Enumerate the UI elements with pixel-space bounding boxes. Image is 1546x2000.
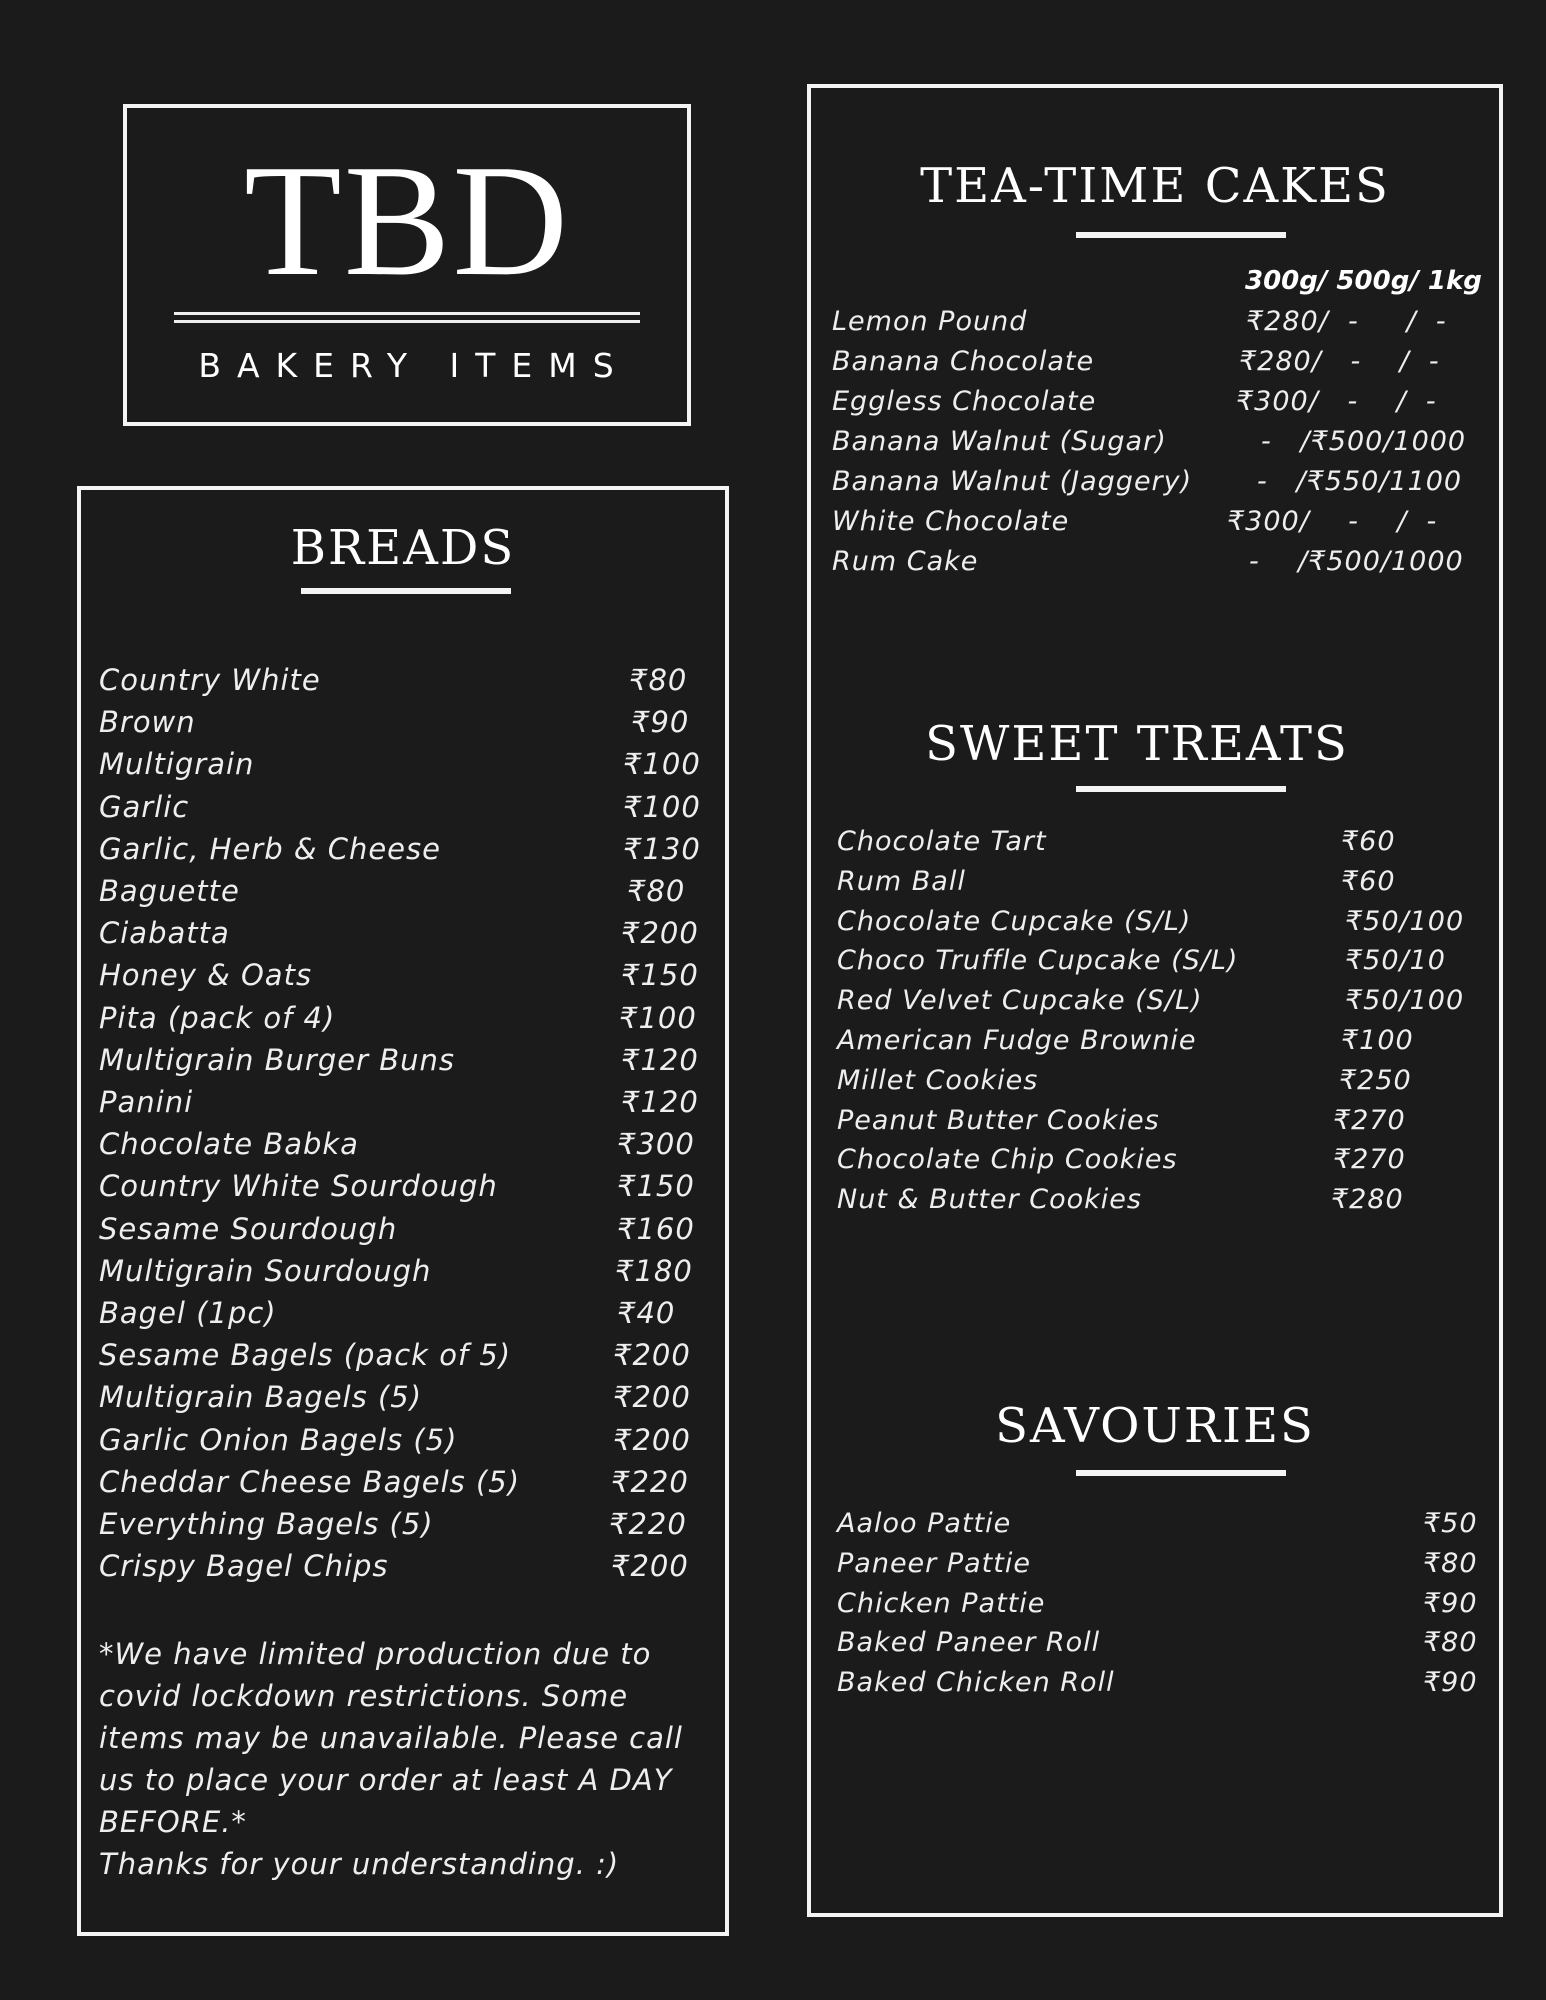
- menu-item-price: ₹90: [1423, 1587, 1478, 1619]
- menu-item-name: Multigrain Burger Buns: [99, 1042, 455, 1077]
- menu-item-price: - /₹550/1100: [1257, 466, 1463, 497]
- menu-item-name: Banana Chocolate: [832, 346, 1095, 377]
- menu-item-price: ₹270: [1333, 1104, 1406, 1136]
- menu-item-name: White Chocolate: [832, 506, 1070, 537]
- menu-item-price: ₹130: [623, 831, 701, 866]
- menu-item-name: Bagel (1pc): [99, 1296, 277, 1330]
- menu-item-price: ₹300/ - / -: [1236, 386, 1437, 417]
- menu-item-name: Rum Cake: [832, 546, 979, 577]
- menu-item-price: ₹220: [611, 1464, 689, 1499]
- menu-item-price: ₹80: [1423, 1627, 1478, 1659]
- sweet-treats-underline: [1076, 786, 1286, 792]
- menu-item-name: Baguette: [99, 874, 240, 908]
- menu-item-price: ₹100: [619, 1000, 697, 1035]
- logo-subtitle: BAKERY ITEMS: [198, 346, 630, 385]
- menu-item-price: ₹90: [1423, 1667, 1478, 1699]
- savouries-heading: SAVOURIES: [995, 1398, 1315, 1454]
- logo-box: [123, 104, 691, 426]
- menu-item-price: ₹270: [1333, 1144, 1406, 1176]
- cake-size-header: 300g/ 500g/ 1kg: [1245, 266, 1482, 296]
- menu-item-price: ₹50/100: [1345, 905, 1465, 937]
- menu-item-name: Chocolate Cupcake (S/L): [837, 905, 1192, 937]
- menu-item-name: Brown: [99, 705, 196, 740]
- menu-item-name: Paneer Pattie: [837, 1547, 1031, 1579]
- menu-item-price: ₹80: [629, 663, 688, 697]
- menu-item-name: Chocolate Babka: [99, 1127, 359, 1162]
- menu-item-price: ₹60: [1341, 826, 1396, 857]
- menu-item-price: ₹120: [621, 1085, 699, 1119]
- note-text: *We have limited production due to covid lockdown restrictions. Some items may be unavailable. Please call us to place your order at least A DAY BEFORE.*: [99, 1637, 683, 1839]
- tea-time-cakes-heading: TEA-TIME CAKES: [920, 158, 1390, 214]
- menu-item-price: - /₹500/1000: [1249, 546, 1464, 577]
- menu-item-price: ₹200: [613, 1380, 691, 1415]
- menu-item-price: ₹200: [621, 916, 699, 951]
- menu-item-name: Cheddar Cheese Bagels (5): [99, 1464, 521, 1499]
- cakes-treats-savouries-section: [807, 84, 1503, 1917]
- menu-item-price: ₹100: [623, 747, 701, 782]
- menu-item-price: ₹50/10: [1345, 945, 1446, 977]
- menu-item-price: ₹280: [1331, 1184, 1404, 1216]
- breads-section: [77, 486, 729, 1936]
- menu-item-price: ₹50: [1423, 1508, 1478, 1539]
- logo-rule: [174, 320, 640, 323]
- menu-item-price: ₹300: [617, 1127, 695, 1162]
- menu-item-name: Banana Walnut (Jaggery): [832, 466, 1193, 497]
- menu-item-price: ₹90: [631, 705, 690, 740]
- menu-item-name: Pita (pack of 4): [99, 1000, 336, 1035]
- menu-item-name: Garlic: [99, 789, 190, 824]
- menu-item-name: Chocolate Tart: [837, 826, 1047, 857]
- logo-rule: [174, 312, 640, 315]
- menu-item-name: Eggless Chocolate: [832, 386, 1097, 417]
- menu-item-price: ₹250: [1339, 1064, 1412, 1096]
- menu-item-name: Chocolate Chip Cookies: [837, 1144, 1178, 1176]
- menu-item-name: Panini: [99, 1085, 194, 1119]
- menu-item-name: Country White Sourdough: [99, 1169, 498, 1204]
- menu-item-price: ₹200: [613, 1338, 691, 1373]
- breads-heading: BREADS: [290, 520, 516, 576]
- breads-note: [99, 1633, 709, 1885]
- menu-item-name: Lemon Pound: [832, 306, 1028, 337]
- menu-item-name: Honey & Oats: [99, 958, 313, 993]
- menu-item-price: ₹50/100: [1345, 985, 1465, 1017]
- menu-item-price: ₹60: [1341, 865, 1396, 897]
- menu-item-name: Peanut Butter Cookies: [837, 1104, 1160, 1136]
- menu-item-name: Garlic, Herb & Cheese: [99, 831, 441, 866]
- menu-item-name: Country White: [99, 663, 321, 697]
- menu-item-price: ₹40: [617, 1296, 676, 1330]
- menu-item-name: Aaloo Pattie: [837, 1508, 1012, 1539]
- menu-item-name: Everything Bagels (5): [99, 1507, 434, 1541]
- menu-item-name: Garlic Onion Bagels (5): [99, 1422, 458, 1457]
- menu-item-name: Sesame Sourdough: [99, 1211, 398, 1246]
- menu-item-name: Nut & Butter Cookies: [837, 1184, 1142, 1216]
- menu-item-name: Banana Walnut (Sugar): [832, 426, 1167, 457]
- menu-item-name: American Fudge Brownie: [837, 1025, 1197, 1056]
- tea-time-cakes-underline: [1076, 232, 1286, 238]
- sweet-treats-heading: SWEET TREATS: [925, 716, 1349, 772]
- menu-item-price: ₹300/ - / -: [1227, 506, 1438, 537]
- menu-item-price: ₹150: [621, 958, 699, 993]
- menu-item-name: Millet Cookies: [837, 1064, 1039, 1096]
- menu-item-price: - /₹500/1000: [1261, 426, 1467, 457]
- menu-item-name: Choco Truffle Cupcake (S/L): [837, 945, 1239, 977]
- logo-title: TBD: [244, 131, 570, 309]
- menu-item-name: Red Velvet Cupcake (S/L): [837, 985, 1203, 1017]
- menu-item-price: ₹220: [609, 1507, 687, 1541]
- menu-item-name: Ciabatta: [99, 916, 230, 951]
- menu-item-price: ₹100: [1341, 1025, 1414, 1056]
- menu-item-name: Multigrain: [99, 747, 255, 782]
- savouries-underline: [1076, 1470, 1286, 1476]
- menu-item-price: ₹120: [621, 1042, 699, 1077]
- menu-item-name: Sesame Bagels (pack of 5): [99, 1338, 512, 1373]
- menu-item-price: ₹200: [611, 1549, 689, 1584]
- menu-item-price: ₹150: [617, 1169, 695, 1204]
- thanks-text: Thanks for your understanding. :): [99, 1847, 620, 1881]
- menu-item-price: ₹280/ - / -: [1239, 346, 1440, 377]
- breads-underline: [301, 588, 511, 594]
- menu-item-price: ₹180: [615, 1253, 693, 1288]
- menu-item-price: ₹200: [613, 1422, 691, 1457]
- menu-item-name: Rum Ball: [837, 865, 966, 897]
- menu-item-name: Baked Paneer Roll: [837, 1627, 1101, 1659]
- menu-item-name: Multigrain Bagels (5): [99, 1380, 423, 1415]
- menu-item-name: Multigrain Sourdough: [99, 1253, 432, 1288]
- menu-item-name: Chicken Pattie: [837, 1587, 1046, 1619]
- menu-item-price: ₹280/ - / -: [1246, 306, 1447, 337]
- menu-item-price: ₹160: [617, 1211, 695, 1246]
- menu-item-name: Crispy Bagel Chips: [99, 1549, 389, 1584]
- menu-item-name: Baked Chicken Roll: [837, 1667, 1115, 1699]
- menu-item-price: ₹100: [623, 789, 701, 824]
- menu-item-price: ₹80: [627, 874, 686, 908]
- menu-item-price: ₹80: [1423, 1547, 1478, 1579]
